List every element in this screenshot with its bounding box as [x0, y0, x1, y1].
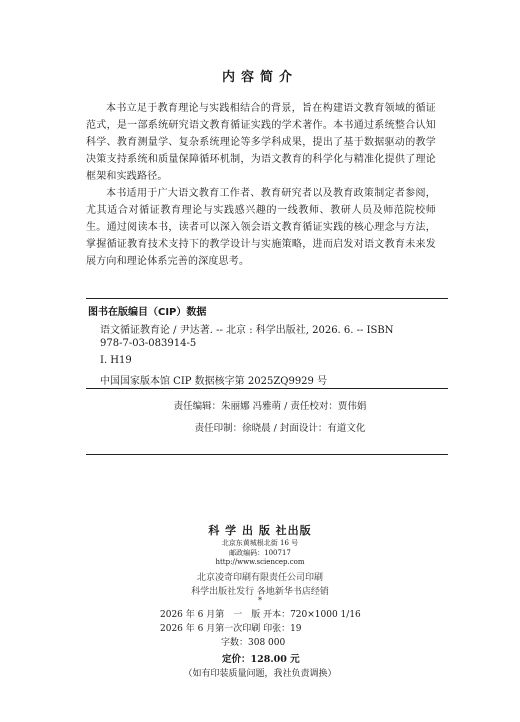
price: 定价：128.00 元: [222, 654, 300, 665]
printing-line: 2026 年 6 月第一次印刷 印张：19: [160, 624, 302, 634]
cip-line-1: 语文循证教育论 / 尹达著. -- 北京 : 科学出版社, 2026. 6. -- ISBN: [100, 325, 394, 336]
cip-line-2: 978-7-03-083914-5: [100, 338, 197, 349]
publisher-name: 科 学 出 版 社出版: [208, 524, 312, 537]
intro-paragraph-1: 本书立足于教育理论与实践相结合的背景，旨在构建语文教育领域的循证范式，是一部系统研究语文教育循证实践的学术著作。本书通过系统整合认知科学、教育测量学、复杂系统理论等多学科成果，提出了基于数据驱动的教学决策支持系统和质量保障循环机制，为语文教育的科学化与精准化提供了理论框架和实践路径。: [86, 103, 436, 182]
page-title: 内容简介: [221, 70, 298, 85]
cip-line-4: 中国国家版本馆 CIP 数据核字第 2025ZQ9929 号: [100, 376, 328, 387]
printer-line: 北京凌奇印刷有限责任公司印刷: [196, 573, 323, 583]
edition-line: 2026 年 6 月第 一 版 开本：720×1000 1/16: [160, 610, 361, 620]
cip-line-3: Ⅰ. H19: [100, 355, 132, 366]
publisher-postcode: 邮政编码：100717: [229, 549, 291, 557]
separator-star: *: [258, 596, 262, 605]
intro-paragraph-2: 本书适用于广大语文教育工作者、教育研究者以及教育政策制定者参阅，尤其适合对循证教育理论与实践感兴趣的一线教师、教研人员及师范院校师生。通过阅读本书，读者可以深入领会语文教育循证实践的核心理念与方法，掌握循证教育技术支持下的教学设计与实施策略，进而启发对语文教育未来发展方向和理论体系完善的深度思考。: [86, 188, 436, 267]
quality-note: （如有印装质量问题，我社负责调换）: [183, 669, 337, 679]
distribution-line: 科学出版社发行 各地新华书店经销: [191, 587, 329, 597]
staff-bottom-rule: [86, 454, 448, 455]
cip-top-rule: [86, 298, 448, 299]
cip-middle-rule: [86, 388, 448, 389]
intro-section: [86, 100, 436, 270]
staff-line-1: 责任编辑：朱丽娜 冯雅萌 / 责任校对：贾伟娟: [173, 401, 367, 412]
word-count: 字数：308 000: [221, 638, 286, 648]
publisher-website: http://www.sciencep.com: [215, 558, 305, 566]
staff-line-2: 责任印制：徐晓晨 / 封面设计：有道文化: [194, 423, 366, 434]
publisher-address: 北京东黄城根北街 16 号: [221, 539, 299, 547]
cip-heading: 图书在版编目（CIP）数据: [88, 307, 207, 318]
